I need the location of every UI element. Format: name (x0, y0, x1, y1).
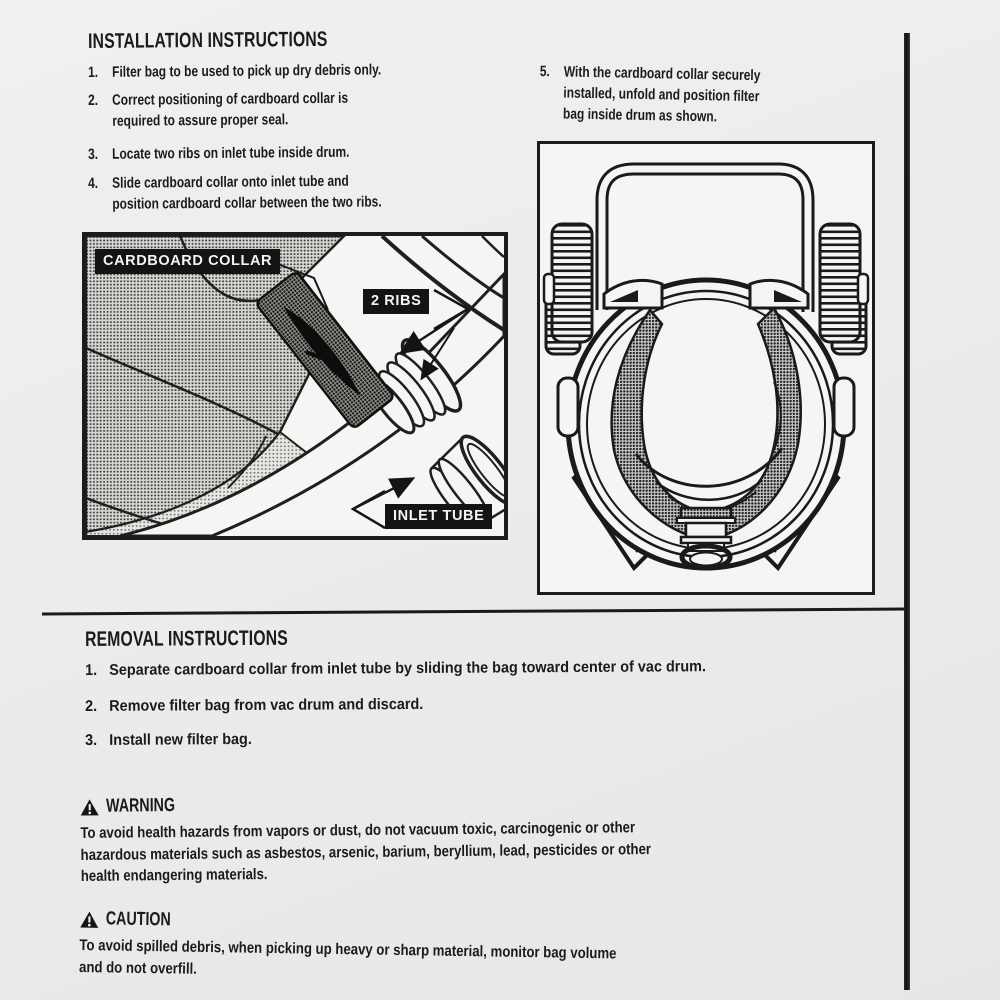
installation-item-4 (88, 169, 558, 215)
item-number: 3. (85, 731, 98, 749)
removal-item-3 (85, 725, 965, 752)
caution-text: To avoid spilled debris, when picking up heavy or sharp material, monitor bag volume and do not overfill. (78, 936, 617, 978)
item-text: Separate cardboard collar from inlet tube by sliding the bag toward center of vac drum. (109, 658, 707, 679)
cardboard-collar-label: CARDBOARD COLLAR (95, 249, 280, 274)
item-text: Install new filter bag. (109, 730, 252, 749)
item-text: Correct positioning of cardboard collar is required to assure proper seal. (112, 89, 349, 130)
removal-section-title: REMOVAL INSTRUCTIONS (85, 626, 288, 651)
installation-section (88, 27, 407, 54)
installation-item-5 (539, 61, 900, 131)
item-number: 1. (88, 63, 99, 81)
removal-item-1 (85, 655, 965, 682)
item-number: 3. (88, 145, 99, 163)
removal-item-2 (85, 691, 965, 718)
collar-diagram-art (86, 236, 504, 536)
caution-section (79, 908, 712, 988)
item-number: 5. (539, 62, 550, 81)
item-text: Locate two ribs on inlet tube inside drum. (112, 143, 350, 163)
item-text: With the cardboard collar securely installed, unfold and position filter bag inside drum as shown. (562, 63, 761, 126)
collar-installation-diagram (82, 232, 508, 540)
two-ribs-label: 2 RIBS (363, 289, 429, 314)
item-text: Remove filter bag from vac drum and discard. (109, 695, 424, 715)
warning-title: WARNING (105, 795, 176, 817)
item-text: Filter bag to be used to pick up dry debris only. (112, 61, 382, 81)
installation-title: INSTALLATION INSTRUCTIONS (88, 27, 328, 53)
wheel-right-art (820, 224, 868, 354)
installation-item-2 (88, 86, 558, 132)
item-text: Slide cardboard collar onto inlet tube and position cardboard collar between the two ribs. (112, 172, 382, 213)
section-divider-line (42, 608, 905, 616)
item-number: 2. (85, 697, 98, 715)
caution-triangle-icon (80, 910, 99, 927)
caution-heading (80, 908, 712, 940)
warning-heading (80, 789, 751, 818)
warning-section (80, 789, 752, 888)
package-fold-crease (904, 33, 910, 990)
warning-text: To avoid health hazards from vapors or dust, do not vacuum toxic, carcinogenic or other hazardous materials such as asbestos, arsenic, barium, beryllium, lead, pesticides or other health endangering materials. (80, 819, 652, 885)
drum-diagram-art (540, 144, 872, 592)
installation-item-3 (88, 140, 558, 165)
item-number: 2. (88, 91, 99, 109)
warning-triangle-icon (80, 798, 99, 815)
inlet-tube-label: INLET TUBE (385, 504, 492, 529)
wheel-left-art (544, 224, 592, 354)
drum-top-view-diagram (537, 141, 875, 595)
caution-title: CAUTION (105, 908, 171, 931)
item-number: 4. (88, 174, 99, 192)
item-number: 1. (85, 661, 98, 679)
installation-item-1 (88, 58, 558, 83)
